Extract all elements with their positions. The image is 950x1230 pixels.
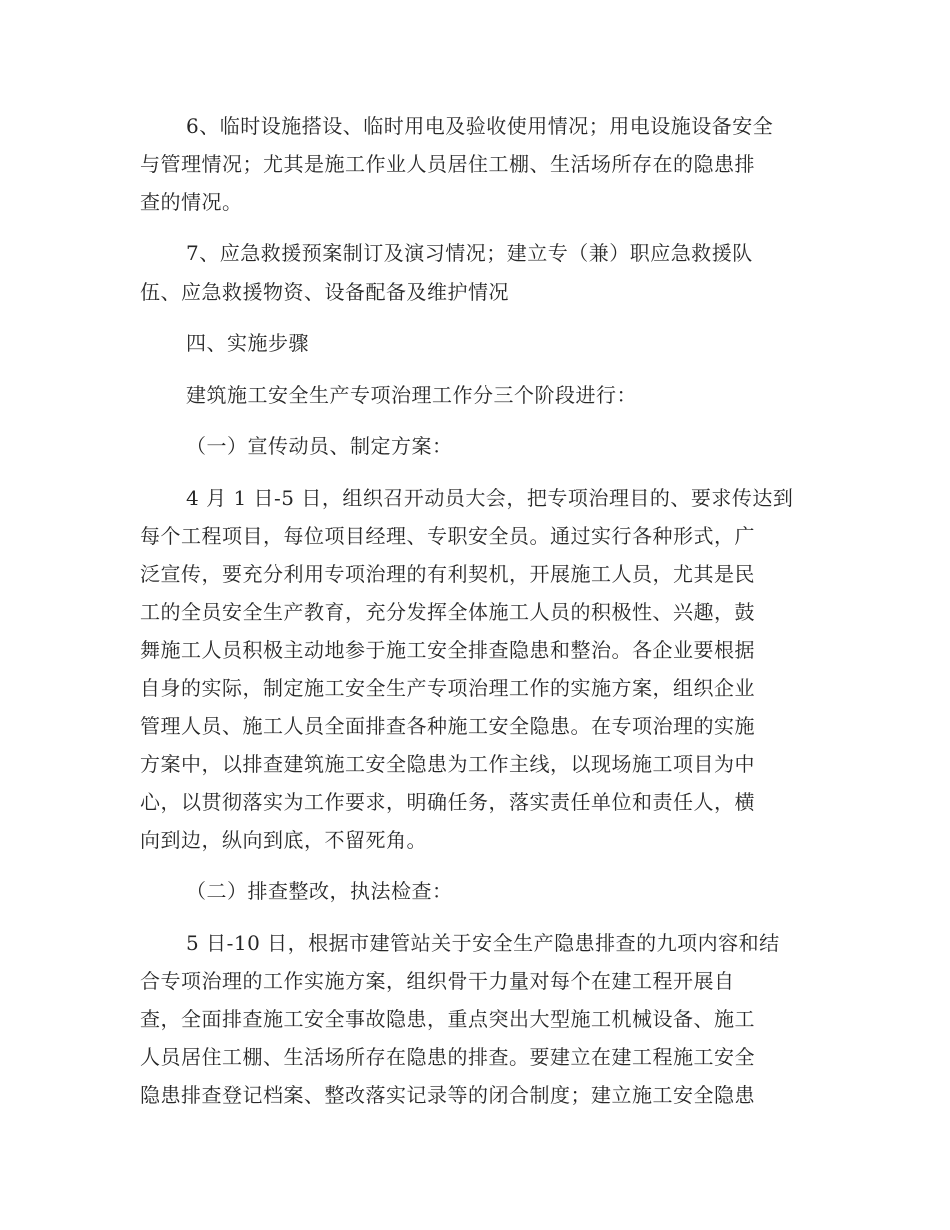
paragraph-7-line-2: 伍、应急救援物资、设备配备及维护情况 bbox=[140, 280, 509, 304]
paragraph-7-line-1: 7、应急救援预案制订及演习情况；建立专（兼）职应急救援队 bbox=[186, 241, 753, 265]
paragraph-6-line-2: 与管理情况；尤其是施工作业人员居住工棚、生活场所存在的隐患排 bbox=[140, 152, 755, 176]
stage-1-line-9: 心，以贯彻落实为工作要求，明确任务，落实责任单位和责任人，横 bbox=[140, 790, 755, 814]
stage-1-line-4: 工的全员安全生产教育，充分发挥全体施工人员的积极性、兴趣，鼓 bbox=[140, 600, 755, 624]
stage-1-line-1: 4 月 1 日-5 日，组织召开动员大会，把专项治理目的、要求传达到 bbox=[186, 486, 794, 510]
section-heading-4: 四、实施步骤 bbox=[186, 331, 309, 355]
stage-2-line-2: 合专项治理的工作实施方案，组织骨干力量对每个在建工程开展自 bbox=[140, 969, 735, 993]
stage-2-line-1: 5 日-10 日，根据市建管站关于安全生产隐患排查的九项内容和结 bbox=[186, 931, 780, 955]
stage-1-line-8: 方案中，以排查建筑施工安全隐患为工作主线，以现场施工项目为中 bbox=[140, 752, 755, 776]
paragraph-6-line-3: 查的情况。 bbox=[140, 190, 243, 214]
stages-intro: 建筑施工安全生产专项治理工作分三个阶段进行： bbox=[186, 383, 637, 407]
stage-1-line-3: 泛宣传，要充分利用专项治理的有利契机，开展施工人员，尤其是民 bbox=[140, 562, 755, 586]
subheading-1: （一）宣传动员、制定方案： bbox=[186, 434, 453, 458]
stage-2-line-5: 隐患排查登记档案、整改落实记录等的闭合制度；建立施工安全隐患 bbox=[140, 1083, 755, 1107]
stage-1-line-5: 舞施工人员积极主动地参于施工安全排查隐患和整治。各企业要根据 bbox=[140, 638, 755, 662]
subheading-2: （二）排查整改，执法检查： bbox=[186, 879, 453, 903]
stage-1-line-6: 自身的实际，制定施工安全生产专项治理工作的实施方案，组织企业 bbox=[140, 676, 755, 700]
paragraph-6-line-1: 6、临时设施搭设、临时用电及验收使用情况；用电设施设备安全 bbox=[186, 114, 774, 138]
stage-2-line-3: 查，全面排查施工安全事故隐患，重点突出大型施工机械设备、施工 bbox=[140, 1007, 755, 1031]
stage-2-line-4: 人员居住工棚、生活场所存在隐患的排查。要建立在建工程施工安全 bbox=[140, 1045, 755, 1069]
stage-1-line-2: 每个工程项目，每位项目经理、专职安全员。通过实行各种形式，广 bbox=[140, 524, 755, 548]
stage-1-line-10: 向到边，纵向到底，不留死角。 bbox=[140, 828, 427, 852]
stage-1-line-7: 管理人员、施工人员全面排查各种施工安全隐患。在专项治理的实施 bbox=[140, 714, 755, 738]
